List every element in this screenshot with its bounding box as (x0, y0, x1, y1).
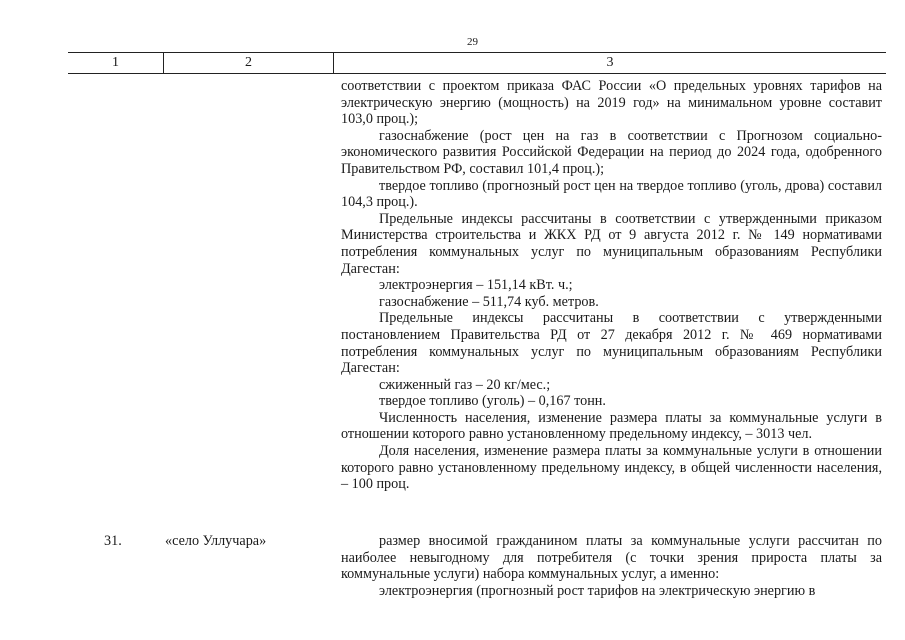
page-number: 29 (467, 36, 478, 48)
paragraph-gas-supply: газоснабжение (рост цен на газ в соответствии с Прогнозом социально-экономического развития Российской Федерации на период до 2024 года, одобренного Правительством РФ, составил 101,4 проц.); (341, 127, 882, 177)
paragraph-gas-norm: газоснабжение – 511,74 куб. метров. (379, 293, 599, 310)
row-31-name: «село Уллучара» (165, 533, 267, 549)
paragraph-coal-norm: твердое топливо (уголь) – 0,167 тонн. (379, 393, 606, 410)
paragraph-electricity-norm: электроэнергия – 151,14 кВт. ч.; (379, 277, 573, 294)
paragraph-population-count: Численность населения, изменение размера платы за коммунальные услуги в отношении которого равно установленному предельному индексу, – 3013 чел. (341, 409, 882, 443)
row-31-text (341, 533, 882, 599)
paragraph-row-31-payment: размер вносимой гражданином платы за коммунальные услуги рассчитан по наиболее невыгодному для потребителя (с точки зрения прироста платы за коммунальные услуги) набора коммунальных услуг, а именно: (341, 533, 882, 583)
column-header-3: 3 (606, 55, 614, 70)
paragraph-indices-order-149: Предельные индексы рассчитаны в соответствии с утвержденными приказом Министерства строительства и ЖКХ РД от 9 августа 2012 г. № 149 нормативами потребления коммунальных услуг по муниципальным образованиям Республики Дагестан: (341, 210, 882, 277)
paragraph-row-31-electricity: электроэнергия (прогнозный рост тарифов на электрическую энергию в (379, 582, 816, 599)
paragraph-solid-fuel: твердое топливо (прогнозный рост цен на твердое топливо (уголь, дрова) составил 104,3 проц.). (341, 177, 882, 211)
continued-cell-text (341, 78, 882, 493)
column-header-2: 2 (163, 53, 334, 73)
column-header-1: 1 (112, 55, 119, 70)
row-31-number: 31. (104, 533, 122, 549)
table-header-row (68, 52, 886, 74)
paragraph-indices-resolution-469: Предельные индексы рассчитаны в соответствии с утвержденными постановлением Правительства РД от 27 декабря 2012 г. № 469 нормативами потребления коммунальных услуг по муниципальным образованиям Республики Дагестан: (341, 310, 882, 377)
paragraph-liquefied-gas-norm: сжиженный газ – 20 кг/мес.; (379, 376, 551, 393)
paragraph-electricity-cont: соответствии с проектом приказа ФАС России «О предельных уровнях тарифов на электрическую энергию (мощность) на 2019 год» на минимальном уровне составит 103,0 проц.); (341, 78, 882, 128)
paragraph-population-share: Доля населения, изменение размера платы за коммунальные услуги в отношении которого равно установленному предельному индексу, в общей численности населения, – 100 проц. (341, 443, 882, 493)
